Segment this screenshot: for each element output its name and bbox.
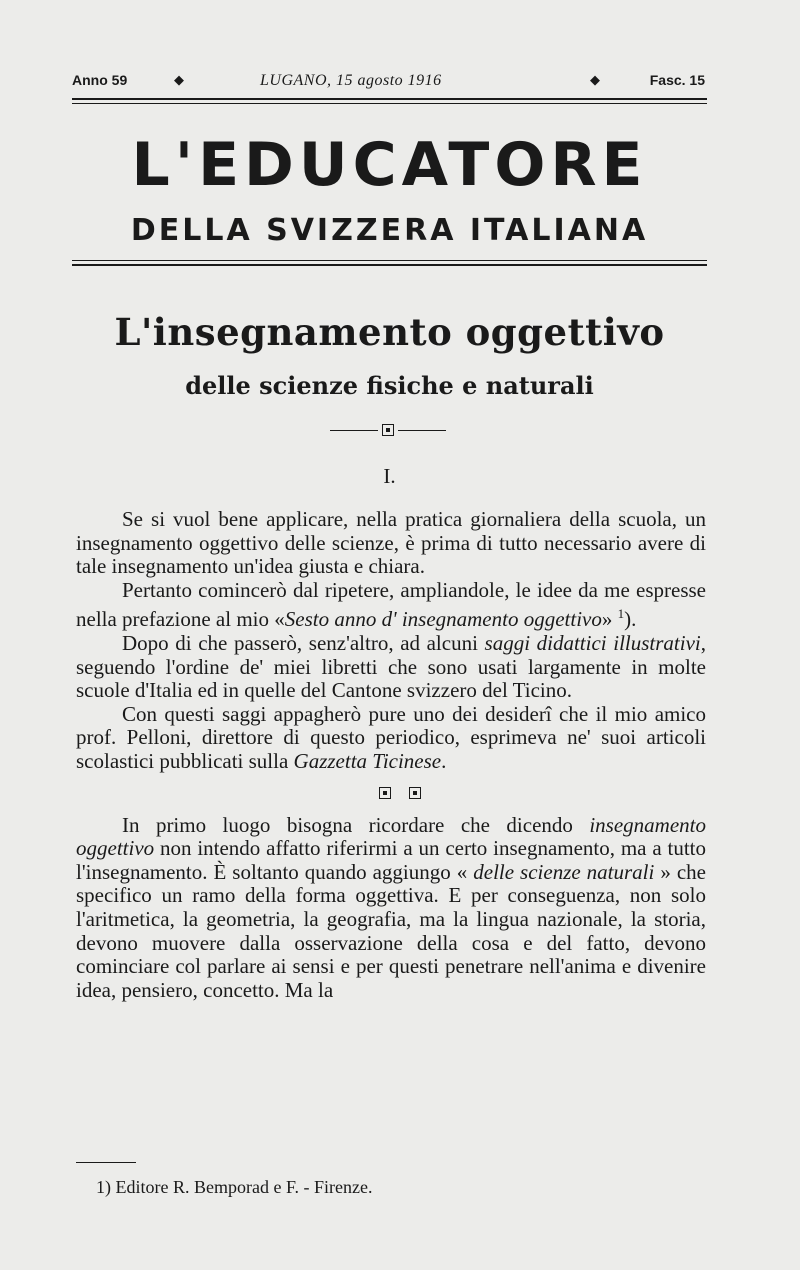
p5-text-a: In primo luogo bisogna ricordare che dicendo <box>122 812 590 837</box>
footnote-rule <box>76 1162 136 1163</box>
volume-label: Anno 59 <box>72 72 128 88</box>
separator-square-icon <box>409 787 421 799</box>
section-number: I. <box>383 464 396 488</box>
paragraph-5 <box>76 814 706 1003</box>
p3-italic: saggi didattici illustrativi <box>484 630 701 655</box>
p4-text-b: . <box>441 748 447 773</box>
footnote: 1) Editore R. Bemporad e F. - Firenze. <box>96 1177 373 1197</box>
p2-text-c: ). <box>624 607 637 632</box>
separator-square-icon <box>379 787 391 799</box>
paragraph-1: Se si vuol bene applicare, nella pratica giornaliera della scuola, un insegnamento oggettivo delle scienze, è prima di tutto necessario avere di tale insegnamento un'idea giusta e chiara. <box>76 507 706 579</box>
paragraph-3 <box>76 632 706 703</box>
p3-text-a: Dopo di che passerò, senz'altro, ad alcuni <box>122 630 485 655</box>
p5-italic-1: insegnamento oggettivo <box>76 812 706 861</box>
place-date: LUGANO, 15 agosto 1916 <box>260 72 442 89</box>
section-separator <box>76 774 706 814</box>
p4-text-a: Con questi saggi appagherò pure uno dei desiderî che il mio amico prof. Pelloni, direttore di questo periodico, esprimeva ne' suoi articoli scolastici pubblicati sulla <box>76 701 706 773</box>
diamond-ornament-right: ◆ <box>590 72 600 87</box>
masthead-rule-2 <box>72 264 707 266</box>
masthead-subtitle: DELLA SVIZZERA ITALIANA <box>130 213 649 248</box>
title-ornament <box>330 424 450 438</box>
diamond-ornament-left: ◆ <box>174 72 184 87</box>
p5-text-c: » che specifico un ramo della forma oggettiva. E per conseguenza, non solo l'aritmetica, la geometria, la geografia, ma la lingua nazionale, la storia, devono muovere dalla osservazione della cosa e del fatto, devono cominciare col parlare ai sensi e per questi penetrare nell'anima e divenire idea, pensiero, concetto. Ma la <box>76 859 706 1002</box>
p2-book-title: Sesto anno d' insegnamento oggettivo <box>284 607 602 632</box>
p3-text-b: , seguendo l'ordine de' miei libretti che sono usati largamente in molte scuole d'Italia ed in quelle del Cantone svizzero del Ticino. <box>76 630 706 703</box>
masthead-title: L'EDUCATORE <box>131 130 648 200</box>
paragraph-4 <box>76 703 706 774</box>
article-subtitle: delle scienze fisiche e naturali <box>185 371 594 400</box>
article-title: L'insegnamento oggettivo <box>114 310 665 354</box>
paragraph-2 <box>76 579 706 632</box>
article-body <box>76 508 706 1002</box>
p4-newspaper-title: Gazzetta Ticinese <box>293 748 442 773</box>
p2-text-b: » <box>601 607 618 632</box>
footnote-ref: 1 <box>617 606 625 622</box>
running-header <box>72 70 707 94</box>
p2-text-a: Pertanto comincerò dal ripetere, ampliandole, le idee da me espresse nella prefazione al mio « <box>76 577 706 632</box>
ornament-square-icon <box>382 424 394 436</box>
ornament-line-right <box>398 430 446 431</box>
ornament-line-left <box>330 430 378 431</box>
p5-italic-2: delle scienze naturali <box>473 859 655 884</box>
p5-text-b: non intendo affatto riferirmi a un certo insegnamento, ma a tutto l'insegnamento. È soltanto quando aggiungo « <box>76 836 706 884</box>
header-rule-thin <box>72 103 707 104</box>
masthead-rule-1 <box>72 260 707 261</box>
issue-label: Fasc. 15 <box>649 72 705 88</box>
header-rule-top <box>72 98 707 100</box>
